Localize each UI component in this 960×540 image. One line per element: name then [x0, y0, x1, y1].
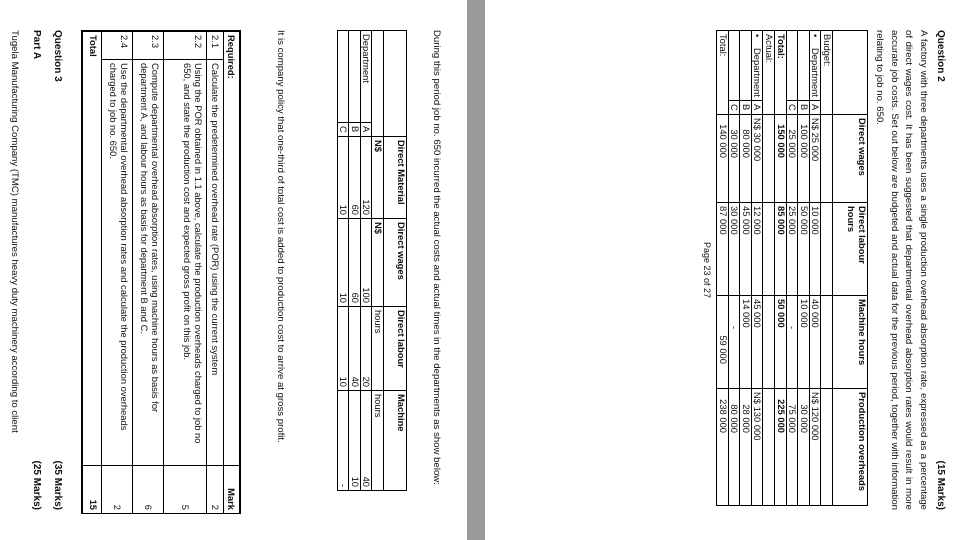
item-text: Using the POR obtained in 1.1 above, calculate the production overheads charged to job no 650, and state the production cost and expected gross profit on this job.	[164, 60, 207, 466]
table-row	[360, 31, 372, 491]
labour-cell: 50 000	[798, 203, 810, 296]
header-direct-labour-hours: Direct labour hours	[833, 203, 868, 296]
part-a-marks: (25 Marks)	[31, 460, 42, 510]
machine-cell: -	[337, 391, 349, 491]
unit-cell: N$	[372, 219, 384, 307]
header-direct-wages: Direct wages	[833, 115, 868, 203]
machine-cell: 40 000	[809, 296, 821, 389]
overheads-cell: 238 000	[717, 389, 729, 506]
wages-cell: 140 000	[717, 115, 729, 203]
table-header-row	[384, 31, 407, 491]
wages-cell: 150 000	[775, 115, 787, 203]
question-2-marks: (15 Marks)	[935, 460, 946, 510]
question-3-marks: (35 Marks)	[52, 460, 63, 510]
dept-cell: A	[809, 101, 821, 115]
question-2-heading: Question 2	[935, 30, 946, 82]
item-number: 2.4	[102, 32, 133, 60]
bullet-icon: •	[810, 34, 822, 38]
machine-cell: 45 000	[751, 296, 763, 389]
labour-cell: 40	[349, 307, 361, 391]
dept-cell: C	[337, 123, 349, 137]
table-row	[786, 31, 798, 506]
overheads-cell: 75 000	[786, 389, 798, 506]
labour-cell: 45 000	[740, 203, 752, 296]
required-table	[81, 30, 241, 514]
budget-label: Budget:	[821, 31, 833, 115]
labour-cell: 10 000	[809, 203, 821, 296]
wages-cell: 100	[360, 219, 372, 307]
budget-total-label: Total:	[775, 31, 787, 115]
dept-cell: B	[349, 123, 361, 137]
labour-cell: 20	[360, 307, 372, 391]
overheads-cell: 80 000	[728, 389, 740, 506]
bullet-icon: •	[752, 34, 764, 38]
header-machine: Machine	[384, 391, 407, 491]
labour-cell: 25 000	[786, 203, 798, 296]
wages-cell: 25 000	[786, 115, 798, 203]
labour-cell: 85 000	[775, 203, 787, 296]
unit-cell: N$	[372, 137, 384, 219]
labour-cell: 10	[337, 307, 349, 391]
wages-cell: 100 000	[798, 115, 810, 203]
department-label: Department	[810, 48, 822, 97]
overheads-cell: N$ 120 000	[809, 389, 821, 506]
table-row	[728, 31, 740, 506]
machine-cell: 50 000	[775, 296, 787, 389]
item-number: 2.3	[133, 32, 164, 60]
required-header-row	[223, 32, 239, 514]
machine-cell: 40	[360, 391, 372, 491]
total-label: Total	[83, 32, 102, 466]
department-label: Department	[360, 31, 372, 123]
wages-cell: N$ 30 000	[751, 115, 763, 203]
mark-header: Mark	[223, 466, 239, 514]
total-mark: 15	[83, 466, 102, 514]
dept-cell: C	[786, 101, 798, 115]
required-item	[102, 32, 133, 514]
department-label: Department	[752, 48, 764, 97]
material-cell: 60	[349, 137, 361, 219]
wages-cell: N$ 25 000	[809, 115, 821, 203]
dept-cell: A	[360, 123, 372, 137]
item-text: Calculate the predetermined overhead rate (POR) using the current system	[207, 60, 223, 466]
document-page-23	[485, 0, 960, 540]
dept-cell: C	[728, 101, 740, 115]
units-row	[372, 31, 384, 491]
machine-cell: 59 000	[717, 296, 729, 389]
required-total-row	[83, 32, 102, 514]
machine-cell: -	[728, 296, 740, 389]
labour-cell: 87 000	[717, 203, 729, 296]
actual-total-row	[717, 31, 729, 506]
item-number: 2.1	[207, 32, 223, 60]
unit-cell: hours	[372, 391, 384, 491]
question-2-intro: A factory with three departments uses a single production overhead absorption rate, expressed as a percentage of direct wages cost. It has been suggested that departmental overhead absorption rates would result in more accurate job costs. Set out below are budgeted and actual data for the previous period, together with information relating to job no. 650.	[874, 30, 929, 510]
actual-label-row	[763, 31, 775, 506]
item-mark: 5	[164, 466, 207, 514]
header-machine-hours: Machine hours	[833, 296, 868, 389]
machine-cell: 14 000	[740, 296, 752, 389]
unit-cell: hours	[372, 307, 384, 391]
item-mark: 2	[207, 466, 223, 514]
labour-cell: 12 000	[751, 203, 763, 296]
item-text: Use the departmental overhead absorption rates and calculate the production overheads charged to job no. 650.	[102, 60, 133, 466]
machine-cell: -	[786, 296, 798, 389]
overheads-cell: 225 000	[775, 389, 787, 506]
dept-cell: B	[798, 101, 810, 115]
wages-cell: 10	[337, 219, 349, 307]
material-cell: 120	[360, 137, 372, 219]
machine-cell: 10	[349, 391, 361, 491]
job-650-table	[337, 30, 407, 491]
overheads-cell: 28 000	[740, 389, 752, 506]
table-row	[751, 31, 763, 506]
required-title: Required:	[223, 32, 239, 466]
header-direct-labour: Direct labour	[384, 307, 407, 391]
budget-total-row	[775, 31, 787, 506]
table-row	[349, 31, 361, 491]
budget-label-row	[821, 31, 833, 506]
table-row	[337, 31, 349, 491]
required-item	[133, 32, 164, 514]
wages-cell: 80 000	[740, 115, 752, 203]
machine-cell: 10 000	[798, 296, 810, 389]
gross-profit-policy: It is company policy that one-third of total cost is added to production cost to arrive at gross profit.	[275, 30, 286, 443]
dept-cell: A	[751, 101, 763, 115]
actual-label: Actual:	[763, 31, 775, 115]
budget-actual-table	[716, 30, 868, 506]
table-header-row	[833, 31, 868, 506]
wages-cell: 30 000	[728, 115, 740, 203]
header-production-overheads: Production overheads	[833, 389, 868, 506]
labour-cell: 30 000	[728, 203, 740, 296]
dept-cell: B	[740, 101, 752, 115]
job-650-intro: During this period job no. 650 incurred the actual costs and actual times in the departments as show below:	[431, 30, 442, 485]
table-row	[809, 31, 821, 506]
header-direct-wages: Direct wages	[384, 219, 407, 307]
table-row	[798, 31, 810, 506]
wages-cell: 60	[349, 219, 361, 307]
tmc-intro-line: Tugela Manufacturing Company (TMC) manufactures heavy duty machinery according to client	[9, 30, 20, 433]
question-3-heading: Question 3	[52, 30, 63, 82]
table-row	[740, 31, 752, 506]
actual-total-label: Total:	[717, 31, 729, 115]
item-mark: 2	[102, 466, 133, 514]
header-direct-material: Direct Material	[384, 137, 407, 219]
overheads-cell: N$ 130 000	[751, 389, 763, 506]
required-item	[164, 32, 207, 514]
material-cell: 10	[337, 137, 349, 219]
item-number: 2.2	[164, 32, 207, 60]
item-text: Compute departmental overhead absorption rates, using machine hours as basis for department A, and labour hours as basis for department B and C.	[133, 60, 164, 466]
page-number: Page 23 of 27	[702, 241, 712, 299]
overheads-cell: 30 000	[798, 389, 810, 506]
document-page-24	[0, 0, 467, 540]
required-item	[207, 32, 223, 514]
item-mark: 6	[133, 466, 164, 514]
part-a-heading: Part A	[31, 30, 42, 60]
